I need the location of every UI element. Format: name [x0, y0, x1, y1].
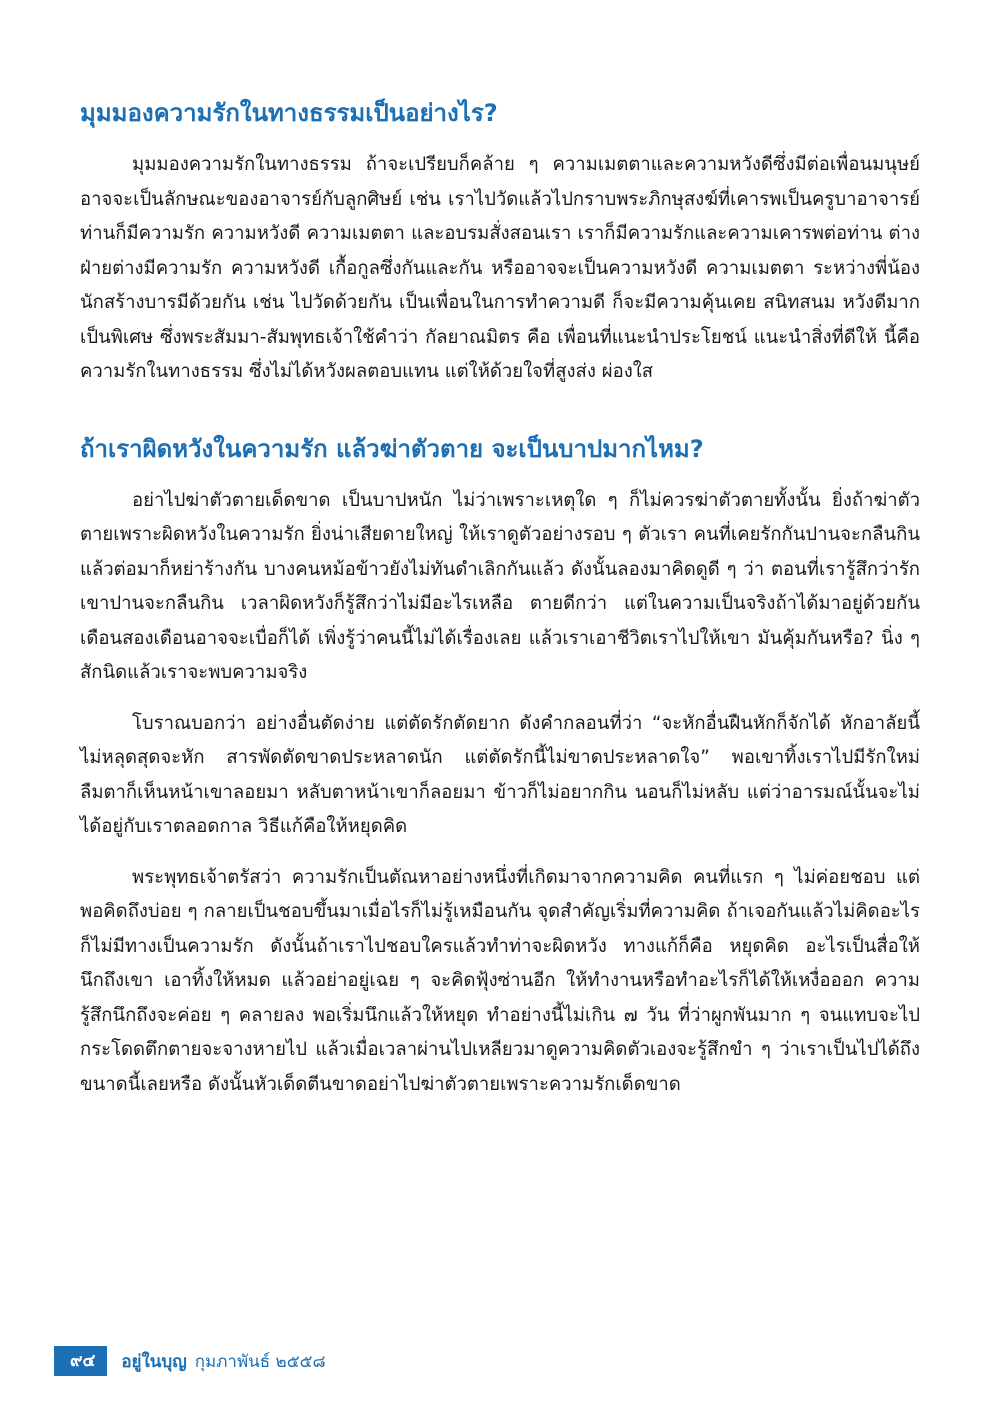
paragraph: โบราณบอกว่า อย่างอื่นตัดง่าย แต่ตัดรักตัดยาก ดังคำกลอนที่ว่า “จะหักอื่นฝืนหักก็จักได้ หักอาลัยนี้ไม่หลุดสุดจะหัก สารพัดตัดขาดประหลาดนัก แต่ตัดรักนี้ไม่ขาดประหลาดใจ” พอเขาทิ้งเราไปมีรักใหม่ ลืมตาก็เห็นหน้าเขาลอยมา หลับตาหน้าเขาก็ลอยมา ข้าวก็ไม่อยากกิน นอนก็ไม่หลับ แต่ว่าอารมณ์นั้นจะไม่ได้อยู่กับเราตลอดกาล วิธีแก้คือให้หยุดคิด [80, 712, 920, 837]
paragraph: อย่าไปฆ่าตัวตายเด็ดขาด เป็นบาปหนัก ไม่ว่าเพราะเหตุใด ๆ ก็ไม่ควรฆ่าตัวตายทั้งนั้น ยิ่งถ้าฆ่าตัวตายเพราะผิดหวังในความรัก ยิ่งน่าเสียดายใหญ่ ให้เราดูตัวอย่างรอบ ๆ ตัวเรา คนที่เคยรักกันปานจะกลืนกินแล้วต่อมาก็หย่าร้างกัน บางคนหม้อข้าวยังไม่ทันดำเลิกกันแล้ว ดังนั้นลองมาคิดดูดี ๆ ว่า ตอนที่เรารู้สึกว่ารักเขาปานจะกลืนกิน เวลาผิดหวังก็รู้สึกว่าไม่มีอะไรเหลือ ตายดีกว่า แต่ในความเป็นจริงถ้าได้มาอยู่ด้วยกันเดือนสองเดือนอาจจะเบื่อก็ได้ เพิ่งรู้ว่าคนนี้ไม่ได้เรื่องเลย แล้วเราเอาชีวิตเราไปให้เขา มันคุ้มกันหรือ? นิ่ง ๆ สักนิดแล้วเราจะพบความจริง [80, 489, 920, 683]
page-number-badge: ๙๔ [54, 1346, 107, 1376]
magazine-name: อยู่ในบุญ [121, 1351, 187, 1372]
paragraph: มุมมองความรักในทางธรรม ถ้าจะเปรียบก็คล้าย ๆ ความเมตตาและความหวังดีซึ่งมีต่อเพื่อนมนุษย์ อาจจะเป็นลักษณะของอาจารย์กับลูกศิษย์ เช่น เราไปวัดแล้วไปกราบพระภิกษุสงฆ์ที่เคารพเป็นครูบาอาจารย์ ท่านก็มีความรัก ความหวังดี ความเมตตา และอบรมสั่งสอนเรา เราก็มีความรักและความเคารพต่อท่าน ต่างฝ่ายต่างมีความรัก ความหวังดี เกื้อกูลซึ่งกันและกัน หรืออาจจะเป็นความหวังดี ความเมตตา ระหว่างพี่น้องนักสร้างบารมีด้วยกัน เช่น ไปวัดด้วยกัน เป็นเพื่อนในการทำความดี ก็จะมีความคุ้นเคย สนิทสนม หวังดีมากเป็นพิเศษ ซึ่งพระสัมมา-สัมพุทธเจ้าใช้คำว่า กัลยาณมิตร คือ เพื่อนที่แนะนำประโยชน์ แนะนำสิ่งที่ดีให้ นี้คือความรักในทางธรรม ซึ่งไม่ได้หวังผลตอบแทน แต่ให้ด้วยใจที่สูงส่ง ผ่องใส [80, 154, 920, 382]
section-love-in-dhamma [80, 96, 920, 390]
section-suicide-question [80, 432, 920, 1103]
paragraph: พระพุทธเจ้าตรัสว่า ความรักเป็นตัณหาอย่างหนึ่งที่เกิดมาจากความคิด คนที่แรก ๆ ไม่ค่อยชอบ แต่พอคิดถึงบ่อย ๆ กลายเป็นชอบขึ้นมาเมื่อไรก็ไม่รู้เหมือนกัน จุดสำคัญเริ่มที่ความคิด ถ้าเจอกันแล้วไม่คิดอะไรก็ไม่มีทางเป็นความรัก ดังนั้นถ้าเราไปชอบใครแล้วทำท่าจะผิดหวัง ทางแก้ก็คือ หยุดคิด อะไรเป็นสื่อให้นึกถึงเขา เอาทิ้งให้หมด แล้วอย่าอยู่เฉย ๆ จะคิดฟุ้งซ่านอีก ให้ทำงานหรือทำอะไรก็ได้ให้เหงื่อออก ความรู้สึกนึกถึงจะค่อย ๆ คลายลง พอเริ่มนึกแล้วให้หยุด ทำอย่างนี้ไม่เกิน ๗ วัน ที่ว่าผูกพันมาก ๆ จนแทบจะไปกระโดดตึกตายจะจางหายไป แล้วเมื่อเวลาผ่านไปเหลียวมาดูความคิดตัวเองจะรู้สึกขำ ๆ ว่าเราเป็นไปได้ถึงขนาดนี้เลยหรือ ดังนั้นหัวเด็ดตีนขาดอย่าไปฆ่าตัวตายเพราะความรักเด็ดขาด [80, 866, 920, 1095]
section-heading: ถ้าเราผิดหวังในความรัก แล้วฆ่าตัวตาย จะเป็นบาปมากไหม? [80, 434, 704, 463]
page-content [80, 96, 920, 1102]
issue-date: กุมภาพันธ์ ๒๕๕๘ [194, 1351, 326, 1372]
page-footer [54, 1346, 326, 1376]
section-heading: มุมมองความรักในทางธรรมเป็นอย่างไร? [80, 99, 498, 127]
